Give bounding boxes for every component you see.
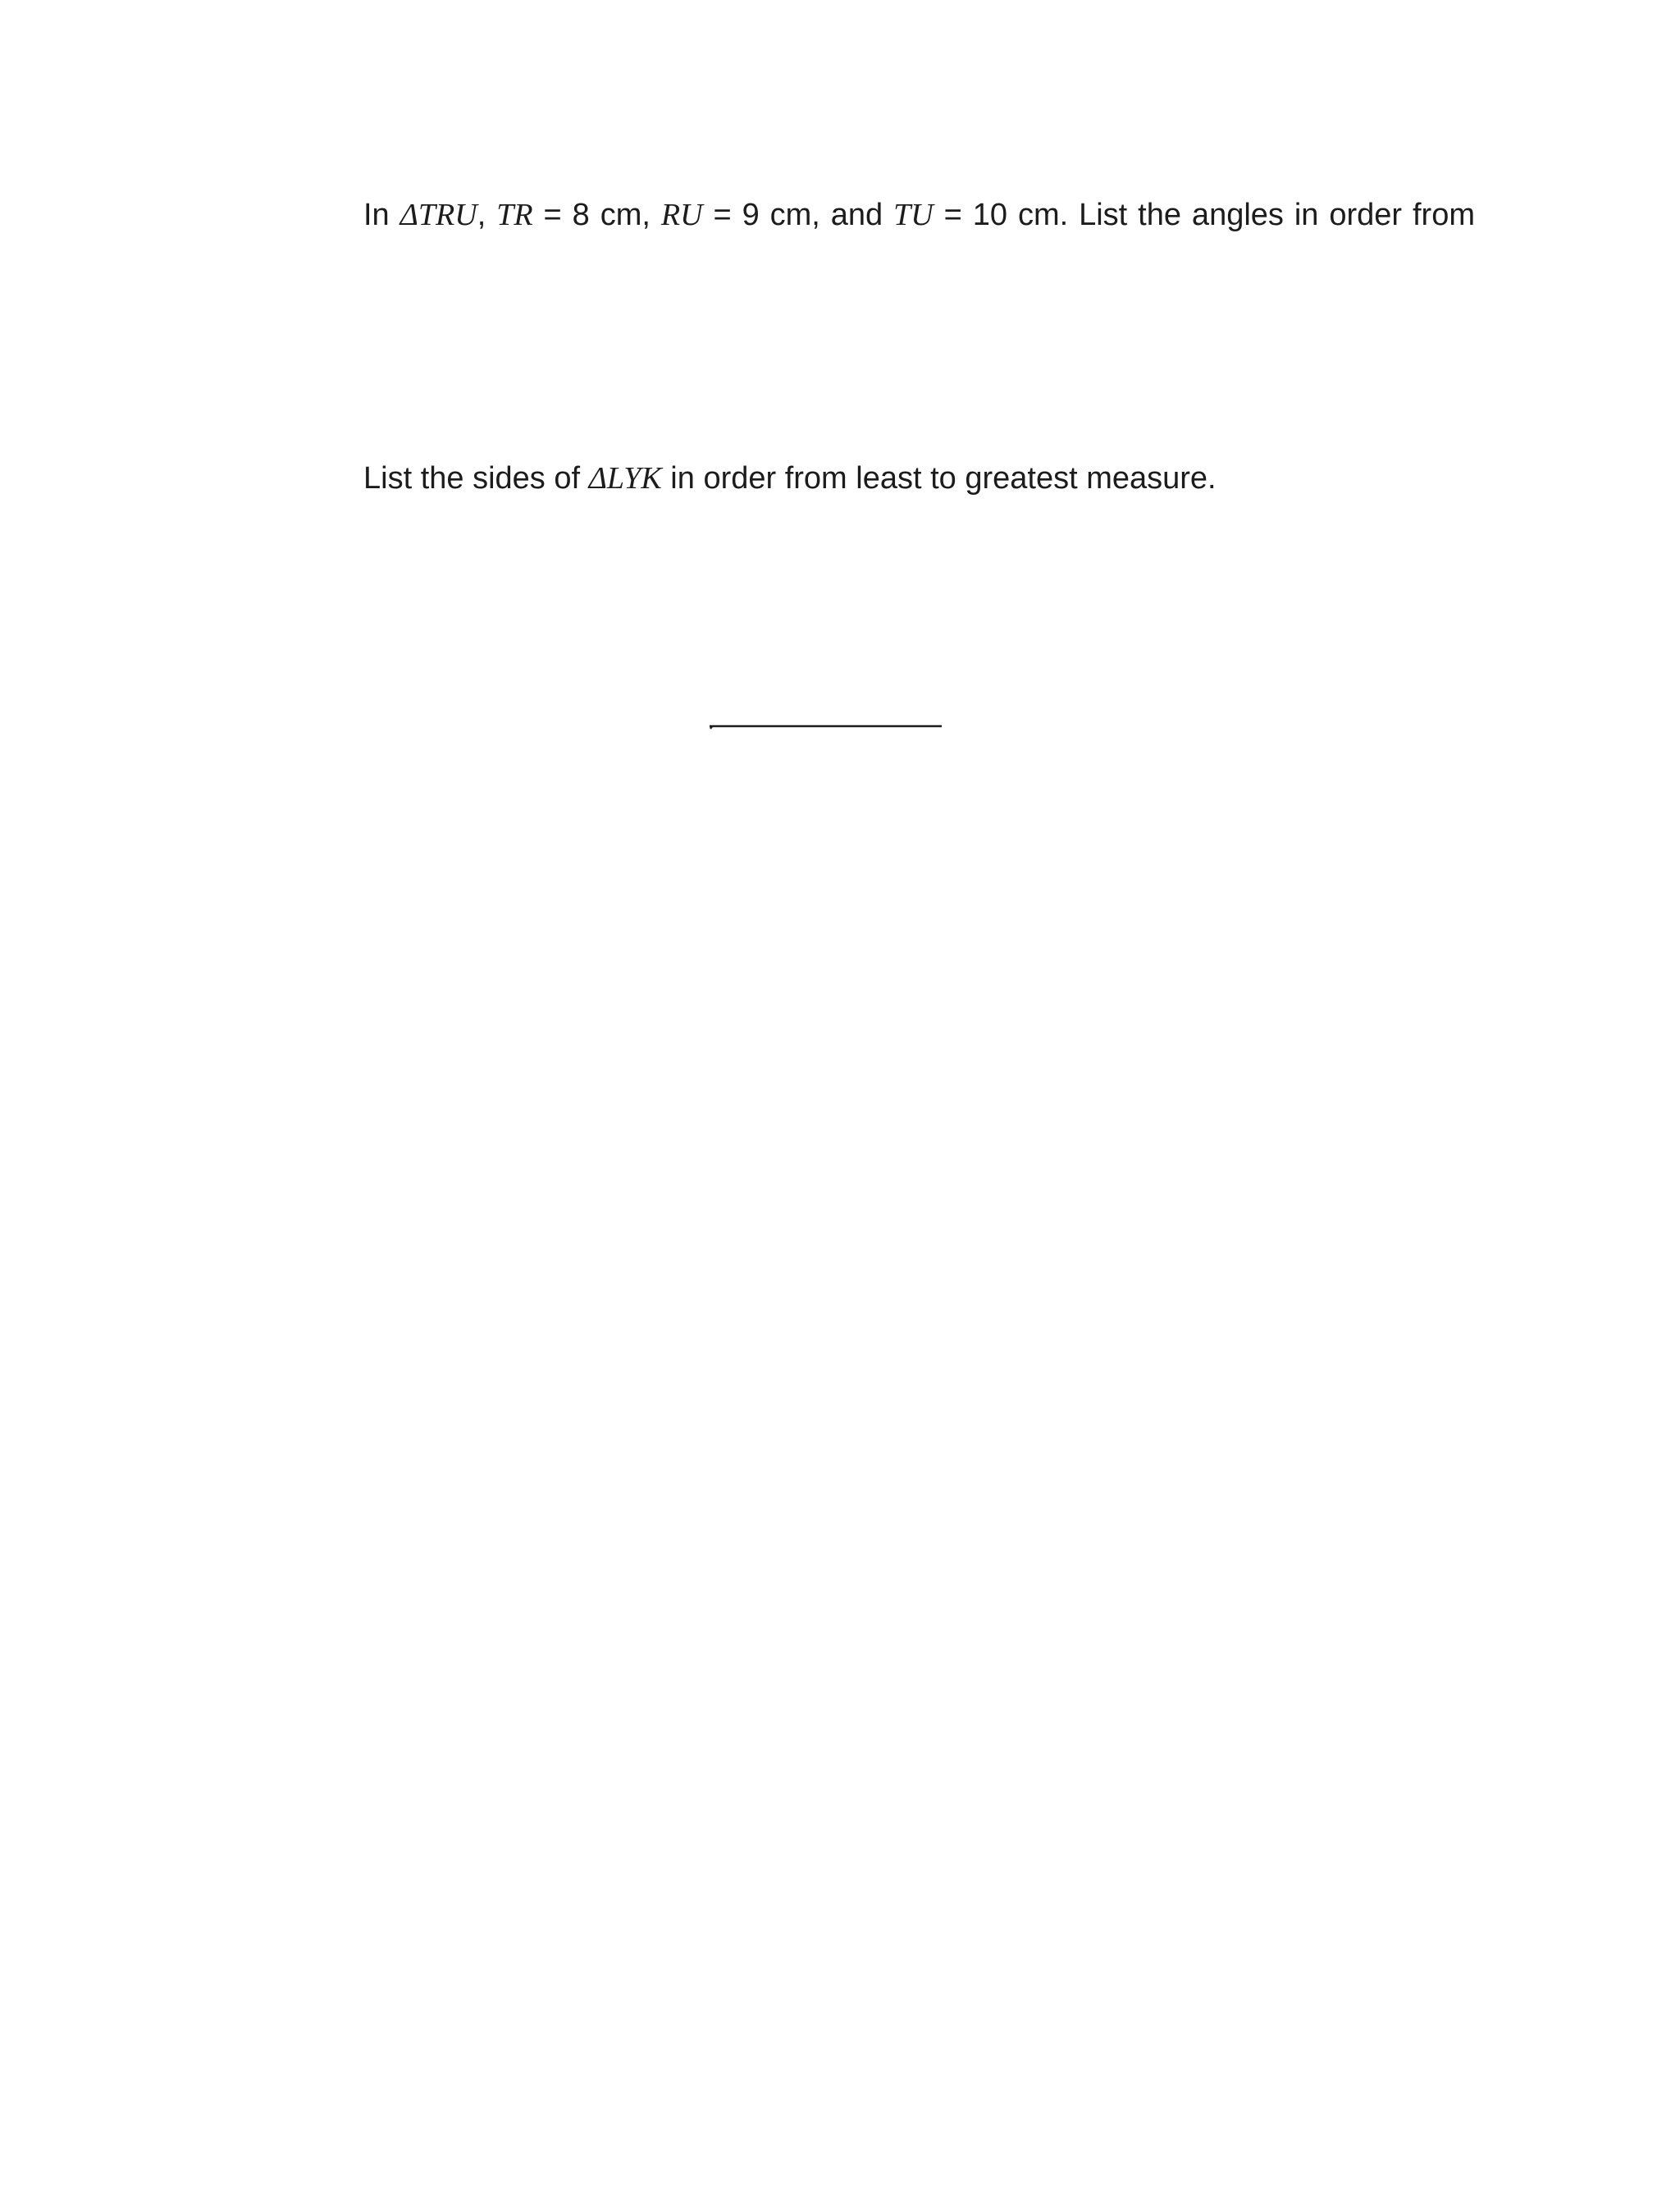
question-text: List the sides of ΔLYK in order from least to greatest measure. bbox=[363, 461, 1217, 496]
question-text bbox=[363, 196, 1475, 234]
triangle-lyk-figure bbox=[591, 525, 976, 755]
question-line: In ΔTRU, TR = 8 cm, RU = 9 cm, and TU = 10 cm. List the angles in order from bbox=[363, 198, 1475, 232]
